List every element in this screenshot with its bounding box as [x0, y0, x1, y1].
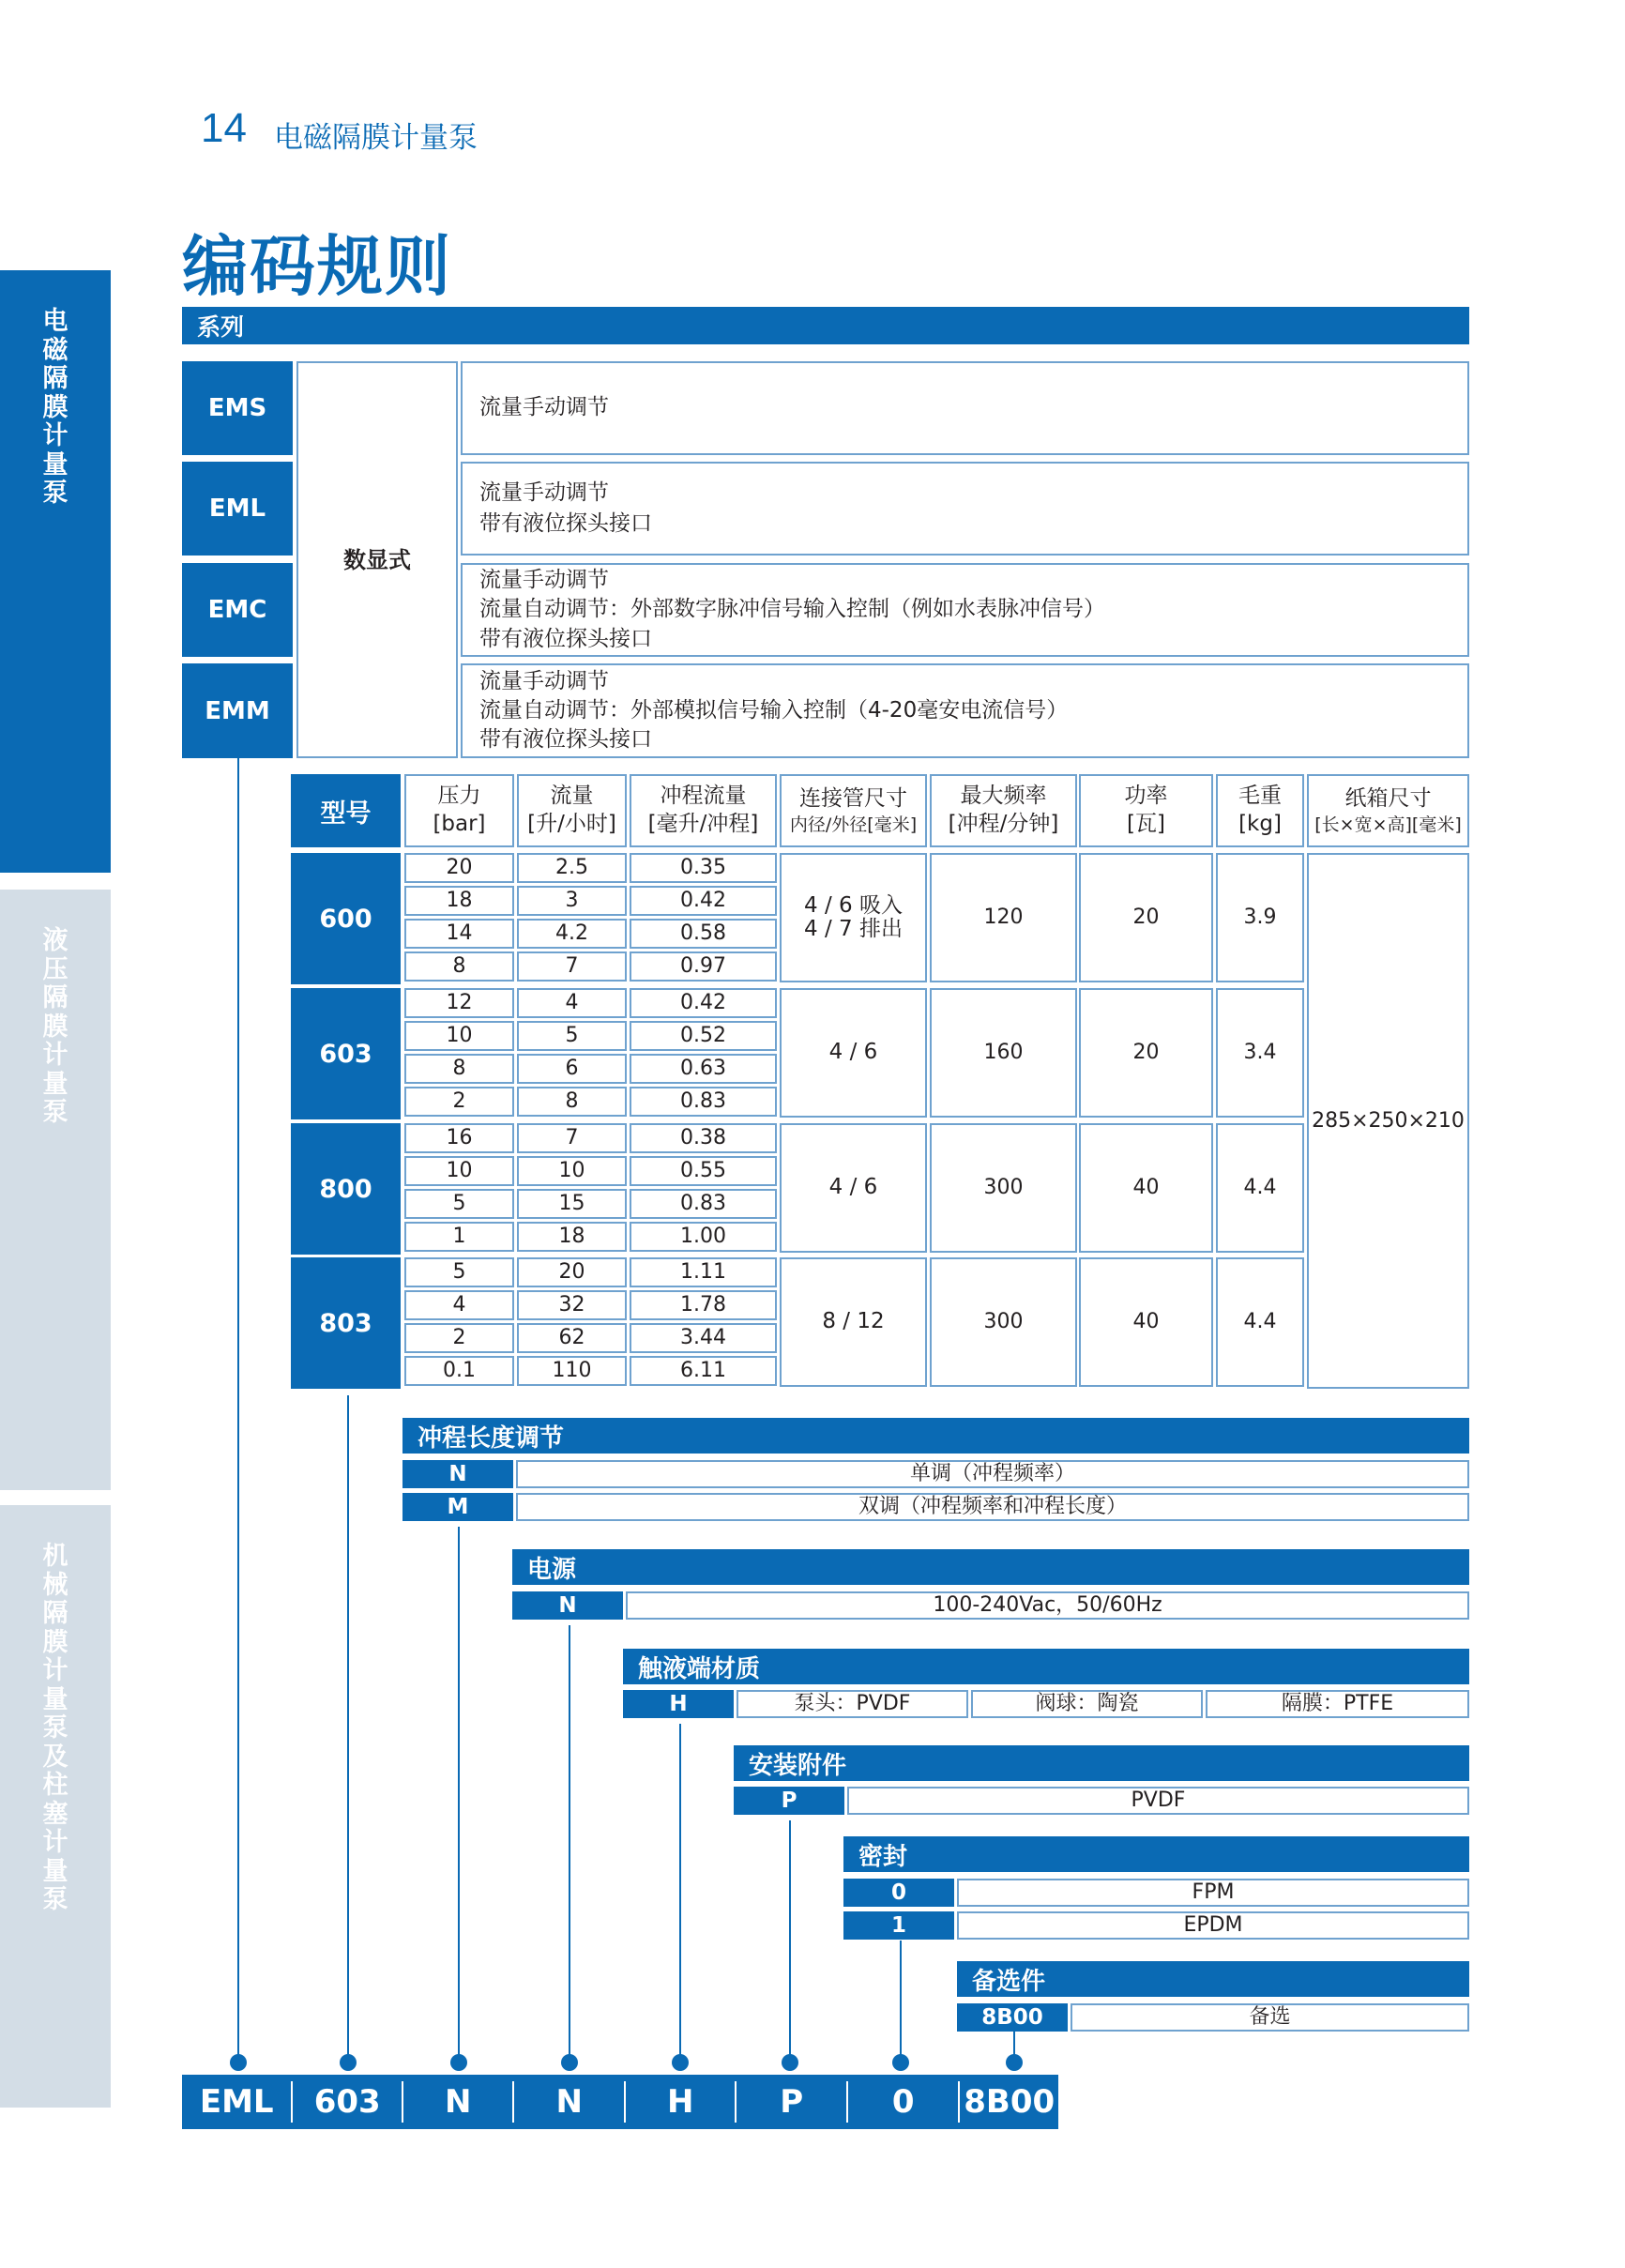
weight-cell: 3.4: [1216, 988, 1304, 1118]
table-cell: 0.97: [630, 951, 777, 982]
connector-dot: [450, 2054, 467, 2071]
header-line: 冲程流量: [660, 784, 747, 809]
table-cell: 10: [404, 1156, 514, 1186]
power-cell: 20: [1079, 988, 1213, 1118]
table-header-cell: [1216, 774, 1304, 847]
connection-line: 4 / 6: [828, 1175, 878, 1200]
table-cell: 2: [404, 1087, 514, 1117]
optional-code-8b00: 8B00: [957, 2003, 1068, 2032]
header-unit: [冲程/分钟]: [948, 812, 1059, 836]
connector-accessory: [789, 1820, 791, 2063]
max-frequency-cell: 300: [930, 1257, 1077, 1387]
series-code-ems: EMS: [182, 361, 293, 455]
table-header-cell: [630, 774, 777, 847]
side-tab-hydraulic[interactable]: 液压隔膜计量泵: [0, 890, 111, 1490]
connection-size-cell: [780, 988, 927, 1118]
series-code-eml: EML: [182, 462, 293, 556]
table-header-cell: [780, 774, 927, 847]
connection-size-cell: [780, 853, 927, 982]
stroke-bar: 冲程长度调节: [402, 1418, 1469, 1454]
table-cell: 10: [404, 1021, 514, 1051]
seal-bar: 密封: [843, 1836, 1469, 1872]
table-cell: 0.1: [404, 1356, 514, 1386]
desc-line: 流量自动调节：外部数字脉冲信号输入控制（例如水表脉冲信号）: [479, 597, 1105, 622]
table-cell: 6: [517, 1054, 627, 1084]
accessory-bar: 安装附件: [734, 1745, 1469, 1781]
example-code-strip: [182, 2075, 1058, 2129]
header-unit: [升/小时]: [527, 812, 616, 836]
wetted-part-diaphragm: 隔膜：PTFE: [1206, 1690, 1469, 1718]
connector-dot: [672, 2054, 689, 2071]
table-cell: 0.55: [630, 1156, 777, 1186]
table-header-cell: [1307, 774, 1469, 847]
max-frequency-cell: 160: [930, 988, 1077, 1118]
page-title: 编码规则: [182, 228, 452, 305]
table-cell: 4.2: [517, 919, 627, 949]
desc-line: 流量自动调节：外部模拟信号输入控制（4-20毫安电流信号）: [479, 697, 1069, 723]
table-cell: 1.78: [630, 1290, 777, 1320]
table-cell: 0.42: [630, 988, 777, 1018]
connector-dot: [340, 2054, 357, 2071]
table-cell: 0.38: [630, 1123, 777, 1153]
connection-line: 4 / 6: [828, 1040, 878, 1065]
table-cell: 6.11: [630, 1356, 777, 1386]
table-cell: 0.83: [630, 1087, 777, 1117]
power-code-n: N: [512, 1591, 623, 1620]
side-tab-mechanical[interactable]: 机械隔膜计量泵及柱塞计量泵: [0, 1505, 111, 2108]
connector-dot: [782, 2054, 798, 2071]
seal-code-0: 0: [843, 1879, 954, 1907]
table-cell: 18: [517, 1222, 627, 1252]
max-frequency-cell: 300: [930, 1123, 1077, 1253]
table-cell: 15: [517, 1189, 627, 1219]
table-cell: 4: [404, 1290, 514, 1320]
table-cell: 2: [404, 1323, 514, 1353]
table-cell: 3: [517, 886, 627, 916]
model-code: 800: [291, 1123, 401, 1255]
stroke-code-m: M: [402, 1493, 513, 1521]
table-cell: 5: [404, 1189, 514, 1219]
series-desc-ems: [461, 361, 1469, 455]
table-cell: 14: [404, 919, 514, 949]
power-bar: 电源: [512, 1549, 1469, 1585]
carton-size-cell: 285×250×210: [1307, 853, 1469, 1389]
header-line: 功率: [1124, 784, 1168, 809]
code-segment: 8B00: [964, 2083, 1055, 2121]
connector-stroke: [458, 1527, 460, 2063]
connection-size-cell: [780, 1123, 927, 1253]
code-segment: N: [403, 2081, 514, 2123]
power-cell: 40: [1079, 1123, 1213, 1253]
connector-wetted: [679, 1724, 681, 2063]
table-cell: 8: [404, 951, 514, 982]
series-code-emm: EMM: [182, 663, 293, 758]
connector-dot: [230, 2054, 247, 2071]
optional-desc-8b00: 备选: [1071, 2003, 1469, 2032]
display-type-label: 数显式: [296, 361, 458, 758]
table-cell: 12: [404, 988, 514, 1018]
desc-line: 带有液位探头接口: [479, 511, 652, 536]
table-header-cell: [517, 774, 627, 847]
series-desc-eml: [461, 462, 1469, 556]
model-code: 600: [291, 853, 401, 984]
table-cell: 1: [404, 1222, 514, 1252]
header-line: 最大频率: [960, 784, 1047, 809]
code-segment: 0: [848, 2081, 960, 2123]
stroke-desc-n: 单调（冲程频率）: [516, 1460, 1469, 1488]
accessory-code-p: P: [734, 1787, 844, 1815]
connector-dot: [561, 2054, 578, 2071]
connection-size-cell: [780, 1257, 927, 1387]
connector-seal: [900, 1941, 902, 2063]
weight-cell: 4.4: [1216, 1257, 1304, 1387]
seal-desc-1: EPDM: [957, 1911, 1469, 1940]
connector-dot: [1006, 2054, 1023, 2071]
code-segment: 603: [293, 2081, 403, 2123]
table-cell: 5: [404, 1257, 514, 1287]
connection-line: 4 / 6 吸入: [804, 892, 903, 918]
table-cell: 10: [517, 1156, 627, 1186]
desc-line: 流量手动调节: [479, 479, 609, 505]
desc-line: 流量手动调节: [479, 395, 609, 420]
connector-dot: [892, 2054, 909, 2071]
table-cell: 0.83: [630, 1189, 777, 1219]
table-cell: 18: [404, 886, 514, 916]
code-segment: N: [514, 2081, 625, 2123]
connection-line: 8 / 12: [822, 1309, 885, 1334]
side-tab-electromagnetic[interactable]: 电磁隔膜计量泵: [0, 270, 111, 873]
page-number: 14: [201, 105, 247, 151]
table-cell: 7: [517, 1123, 627, 1153]
header-line: 连接管尺寸: [799, 785, 907, 811]
power-cell: 20: [1079, 853, 1213, 982]
series-desc-emm: [461, 663, 1469, 758]
weight-cell: 4.4: [1216, 1123, 1304, 1253]
code-segment: EML: [182, 2081, 293, 2123]
table-cell: 8: [517, 1087, 627, 1117]
header-unit: [kg]: [1238, 812, 1282, 836]
wetted-bar: 触液端材质: [623, 1649, 1469, 1684]
table-header-cell: [1079, 774, 1213, 847]
table-cell: 7: [517, 951, 627, 982]
table-cell: 16: [404, 1123, 514, 1153]
table-cell: 4: [517, 988, 627, 1018]
seal-code-1: 1: [843, 1911, 954, 1940]
series-code-emc: EMC: [182, 563, 293, 657]
table-cell: 0.63: [630, 1054, 777, 1084]
table-cell: 62: [517, 1323, 627, 1353]
weight-cell: 3.9: [1216, 853, 1304, 982]
code-segment: H: [626, 2081, 737, 2123]
table-cell: 0.52: [630, 1021, 777, 1051]
header-line: 纸箱尺寸: [1344, 785, 1432, 811]
optional-bar: 备选件: [957, 1961, 1469, 1997]
wetted-part-ball: 阀球：陶瓷: [971, 1690, 1203, 1718]
stroke-desc-m: 双调（冲程频率和冲程长度）: [516, 1493, 1469, 1521]
series-bar: 系列: [182, 307, 1469, 344]
table-cell: 0.42: [630, 886, 777, 916]
header-unit: [毫升/冲程]: [647, 812, 759, 836]
accessory-desc-p: PVDF: [847, 1787, 1469, 1815]
connector-series: [237, 758, 239, 2063]
header-unit: [长×宽×高][毫米]: [1314, 814, 1462, 835]
connection-line: 4 / 7 排出: [804, 917, 903, 941]
connector-model: [347, 1395, 349, 2063]
connector-power: [569, 1625, 570, 2063]
power-desc-n: 100-240Vac，50/60Hz: [626, 1591, 1469, 1620]
table-cell: 0.35: [630, 853, 777, 883]
table-cell: 20: [517, 1257, 627, 1287]
header-unit: 内径/外径[毫米]: [789, 814, 918, 835]
wetted-part-head: 泵头：PVDF: [737, 1690, 968, 1718]
section-title: 电磁隔膜计量泵: [274, 121, 478, 155]
header-unit: [bar]: [433, 812, 486, 836]
table-cell: 1.00: [630, 1222, 777, 1252]
power-cell: 40: [1079, 1257, 1213, 1387]
model-code: 603: [291, 988, 401, 1119]
desc-line: 带有液位探头接口: [479, 626, 652, 651]
seal-desc-0: FPM: [957, 1879, 1469, 1907]
desc-line: 带有液位探头接口: [479, 727, 652, 753]
wetted-code-h: H: [623, 1690, 734, 1718]
table-cell: 32: [517, 1290, 627, 1320]
max-frequency-cell: 120: [930, 853, 1077, 982]
table-cell: 5: [517, 1021, 627, 1051]
stroke-code-n: N: [402, 1460, 513, 1488]
series-desc-emc: [461, 563, 1469, 657]
table-cell: 2.5: [517, 853, 627, 883]
table-cell: 3.44: [630, 1323, 777, 1353]
header-line: 压力: [437, 784, 481, 809]
header-line: 毛重: [1238, 784, 1282, 809]
header-line: 流量: [550, 784, 594, 809]
desc-line: 流量手动调节: [479, 668, 609, 693]
model-code: 803: [291, 1257, 401, 1389]
header-unit: [瓦]: [1127, 812, 1165, 836]
table-header-cell: [404, 774, 514, 847]
model-header: 型号: [291, 774, 401, 847]
code-segment: P: [737, 2081, 847, 2123]
desc-line: 流量手动调节: [479, 568, 609, 593]
table-cell: 8: [404, 1054, 514, 1084]
table-cell: 0.58: [630, 919, 777, 949]
table-cell: 20: [404, 853, 514, 883]
table-header-cell: [930, 774, 1077, 847]
table-cell: 110: [517, 1356, 627, 1386]
table-cell: 1.11: [630, 1257, 777, 1287]
